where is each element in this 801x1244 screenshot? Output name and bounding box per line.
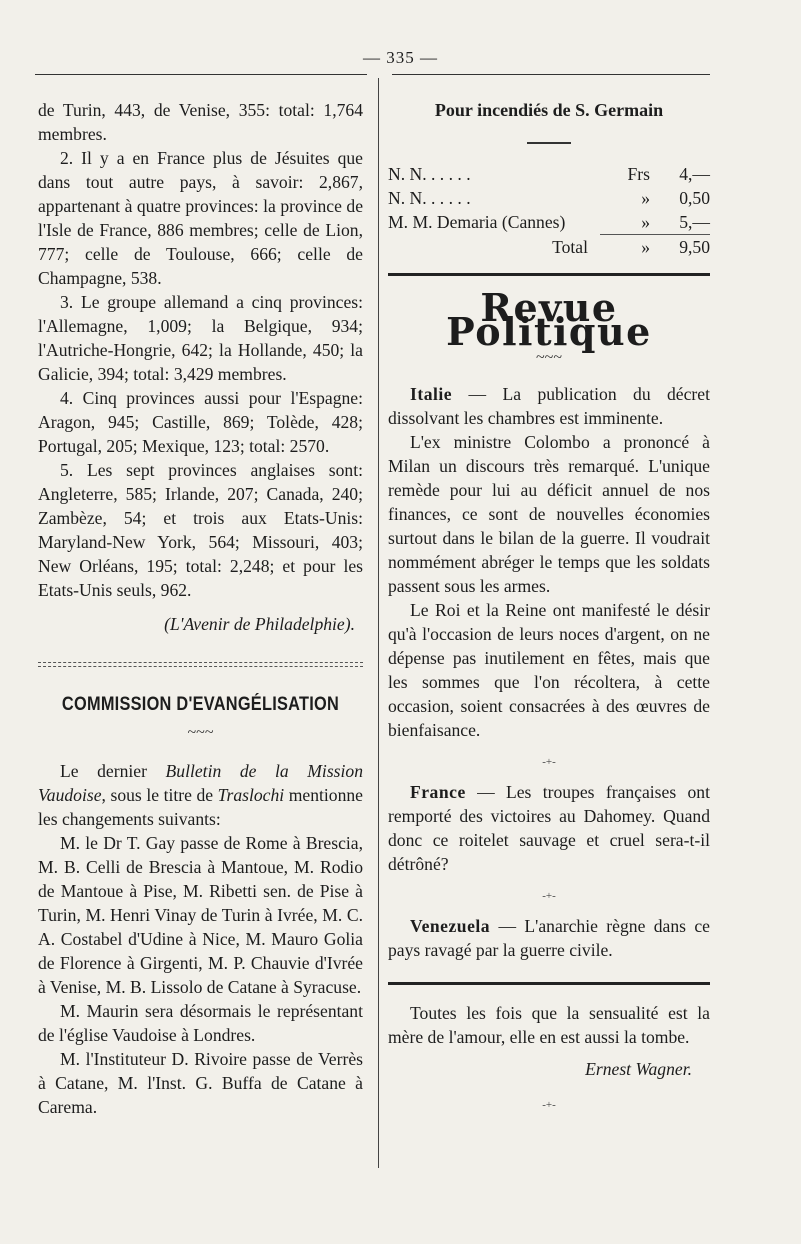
donations-table (388, 162, 710, 259)
section-separator (38, 662, 363, 667)
thick-rule (388, 982, 710, 985)
paragraph-germany: 3. Le groupe allemand a cinq provinces: l'Allemagne, 1,009; la Belgique, 934; l'Autriche-Hongrie, 642; la Hollande, 450; la Galicie, 394; total: 3,429 membres. (38, 292, 363, 384)
intro-paragraph: Le dernier Bulletin de la Mission Vaudoise, sous le titre de Traslochi mentionne les changements suivants: (38, 761, 363, 829)
column-divider (378, 78, 379, 1168)
donations-heading: Pour incendiés de S. Germain (434, 100, 664, 120)
paragraph-continuation: de Turin, 443, de Venise, 355: total: 1,764 membres. (38, 100, 363, 144)
total-row (388, 235, 710, 260)
donor-name: M. M. Demaria (Cannes) (388, 212, 566, 233)
paragraph-france: 2. Il y a en France plus de Jésuites que dans tout autre pays, à savoir: 2,867, appartenant à quatre provinces: la province de l'Isle de France, 886 membres; celle de Lion, 777; celle de Toulouse, 666; celle de Champagne, 538. (38, 148, 363, 288)
quote: Toutes les fois que la sensualité est la mère de l'amour, elle en est aussi la tombe. (388, 1003, 710, 1047)
total-label: Total (552, 236, 588, 257)
donor-name: N. N. . . . . . (388, 164, 471, 184)
attribution: (L'Avenir de Philadelphie). (164, 614, 355, 634)
ornament-swirl: ~~~ (536, 349, 562, 366)
bulletin-title: Bulletin de la Mission Vaudoise (38, 761, 363, 805)
country-label: Venezuela (410, 916, 491, 936)
revue-heading: Revue Politique (446, 285, 652, 354)
left-column (38, 98, 363, 1119)
page-number: — 335 — (363, 48, 438, 67)
donor-currency: » (641, 188, 650, 208)
header-rule-left (35, 74, 367, 75)
header-rule-right (392, 74, 710, 75)
separator-mark: -+- (542, 756, 556, 768)
donor-amount: 5,— (679, 212, 710, 232)
donor-currency: » (641, 212, 650, 232)
item-colombo: L'ex ministre Colombo a prononcé à Milan un discours très remarqué. L'unique remède pour lui au déficit annuel de nos finances, ce sont de nouvelles économies surtout dans le bilan de la guerre. Il voudrait nommément abréger le temps que les soldats passent sous les armes. (388, 432, 710, 596)
paragraph-england: 5. Les sept provinces anglaises sont: Angleterre, 585; Irlande, 207; Canada, 240; Zambèze, 54; et trois aux Etats-Unis: Maryland-New York, 564; Missouri, 403; New Orléans, 195; total: 2,248; et pour les Etats-Unis seuls, 962. (38, 460, 363, 600)
right-column (388, 98, 710, 1117)
total-currency: » (600, 235, 650, 260)
short-rule (527, 142, 571, 144)
item-france: France — Les troupes françaises ont remporté des victoires au Dahomey. Quand donc ce roitelet sauvage et cruel sera-t-il détrôné? (388, 782, 710, 874)
donor-currency: Frs (627, 164, 650, 184)
section-heading: COMMISSION D'EVANGÉLISATION (61, 694, 340, 715)
item-venezuela: Venezuela — L'anarchie règne dans ce pays ravagé par la guerre civile. (388, 916, 710, 960)
total-amount: 9,50 (650, 235, 710, 260)
traslochi-title: Traslochi (217, 785, 285, 805)
country-label: France (410, 782, 466, 802)
thick-rule (388, 273, 710, 276)
ornament-swirl: ~~~ (187, 724, 214, 741)
separator-mark: -+- (542, 1099, 556, 1111)
separator-mark: -+- (542, 890, 556, 902)
item-italie: Italie — La publication du décret dissolvant les chambres est imminente. (388, 384, 710, 428)
donation-row (388, 210, 710, 235)
item-roi-reine: Le Roi et la Reine ont manifesté le désir qu'à l'occasion de leurs noces d'argent, on ne dépense pas inutilement en fêtes, mais que les sommes que l'on récoltera, à cette occasion, soient consacrées à des œuvres de bienfaisance. (388, 600, 710, 740)
instituteur-paragraph: M. l'Instituteur D. Rivoire passe de Verrès à Catane, M. l'Inst. G. Buffa de Catane à Carema. (38, 1049, 363, 1117)
country-label: Italie (410, 384, 453, 404)
donor-name: N. N. . . . . . (388, 188, 471, 208)
donor-amount: 0,50 (679, 188, 710, 208)
donor-amount: 4,— (679, 164, 710, 184)
donation-row (388, 186, 710, 210)
changes-paragraph: M. le Dr T. Gay passe de Rome à Brescia, M. B. Celli de Brescia à Mantoue, M. Rodio de Mantoue à Pise, M. Ribetti sen. de Pise à Turin, M. Henri Vinay de Turin à Ivrée, M. C. A. Costabel d'Udine à Nice, M. Mauro Golia de Florence à Girgenti, M. P. Chauvie d'Ivrée à Venise, M. B. Lissolo de Catane à Syracuse. (38, 833, 363, 997)
paragraph-spain: 4. Cinq provinces aussi pour l'Espagne: Aragon, 945; Castille, 869; Tolède, 428; Portugal, 205; Mexique, 123; total: 2570. (38, 388, 363, 456)
signature: Ernest Wagner. (585, 1059, 692, 1079)
maurin-paragraph: M. Maurin sera désormais le représentant de l'église Vaudoise à Londres. (38, 1001, 363, 1045)
donation-row (388, 162, 710, 186)
